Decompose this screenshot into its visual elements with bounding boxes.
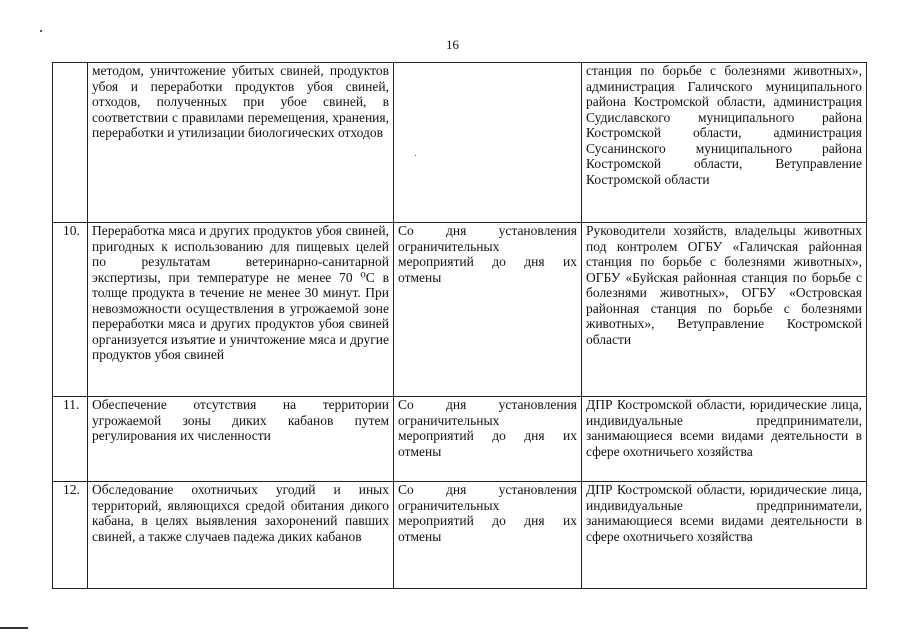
action-cell: методом, уничтожение убитых свиней, продуктов убоя и переработки продуктов убоя свиней, отходов, полученных при убое свиней, в соответствии с правилами перемещения, хранения, переработки и утилизации биологических отходов xyxy=(88,63,394,223)
term-cell: Со дня установления ограничительных мероприятий до дня их отмены xyxy=(394,397,582,482)
page-number: 16 xyxy=(446,37,459,52)
table-row xyxy=(53,397,867,482)
measures-table xyxy=(52,62,867,589)
action-cell: Обеспечение отсутствия на территории угрожаемой зоны диких кабанов путем регулирования их численности xyxy=(88,397,394,482)
row-number: 11. xyxy=(53,397,88,482)
row-number: 10. xyxy=(53,223,88,397)
row-number xyxy=(53,63,88,223)
scan-speck xyxy=(40,30,42,32)
row-number: 12. xyxy=(53,482,88,589)
term-cell xyxy=(394,63,582,223)
margin-mark xyxy=(0,627,28,629)
responsible-cell: ДПР Костромской области, юридические лица, индивидуальные предприниматели, занимающиеся всеми видами деятельности в сфере охотничьего хозяйства xyxy=(582,397,867,482)
action-cell: Переработка мяса и других продуктов убоя свиней, пригодных к использованию для пищевых целей по результатам ветеринарно-санитарной экспертизы, при температуре не менее 70 ⁰С в толще продукта в течение не менее 30 минут. При невозможности осуществления в угрожаемой зоне переработки мяса и других продуктов убоя свиней организуется изъятие и уничтожение мяса и другие продуктов убоя свиней xyxy=(88,223,394,397)
responsible-cell: ДПР Костромской области, юридические лица, индивидуальные предприниматели, занимающиеся всеми видами деятельности в сфере охотничьего хозяйства xyxy=(582,482,867,589)
term-cell: Со дня установления ограничительных мероприятий до дня их отмены xyxy=(394,482,582,589)
table-row xyxy=(53,63,867,223)
table-row xyxy=(53,482,867,589)
table-row xyxy=(53,223,867,397)
responsible-cell: Руководители хозяйств, владельцы животных под контролем ОГБУ «Галичская районная станция по борьбе с болезнями животных», ОГБУ «Буйская районная станция по борьбе с болезнями животных», ОГБУ «Островская районная станция по борьбе с болезнями животных», Ветуправление Костромской области xyxy=(582,223,867,397)
action-cell: Обследование охотничьих угодий и иных территорий, являющихся средой обитания дикого кабана, в целях выявления захоронений павших свиней, а также случаев падежа диких кабанов xyxy=(88,482,394,589)
term-cell: Со дня установления ограничительных мероприятий до дня их отмены xyxy=(394,223,582,397)
responsible-cell: станция по борьбе с болезнями животных», администрация Галичского муниципального района Костромской области, администрация Судиславского муниципального района Костромской области, администрация Сусанинского муниципального района Костромской области, Ветуправление Костромской области xyxy=(582,63,867,223)
